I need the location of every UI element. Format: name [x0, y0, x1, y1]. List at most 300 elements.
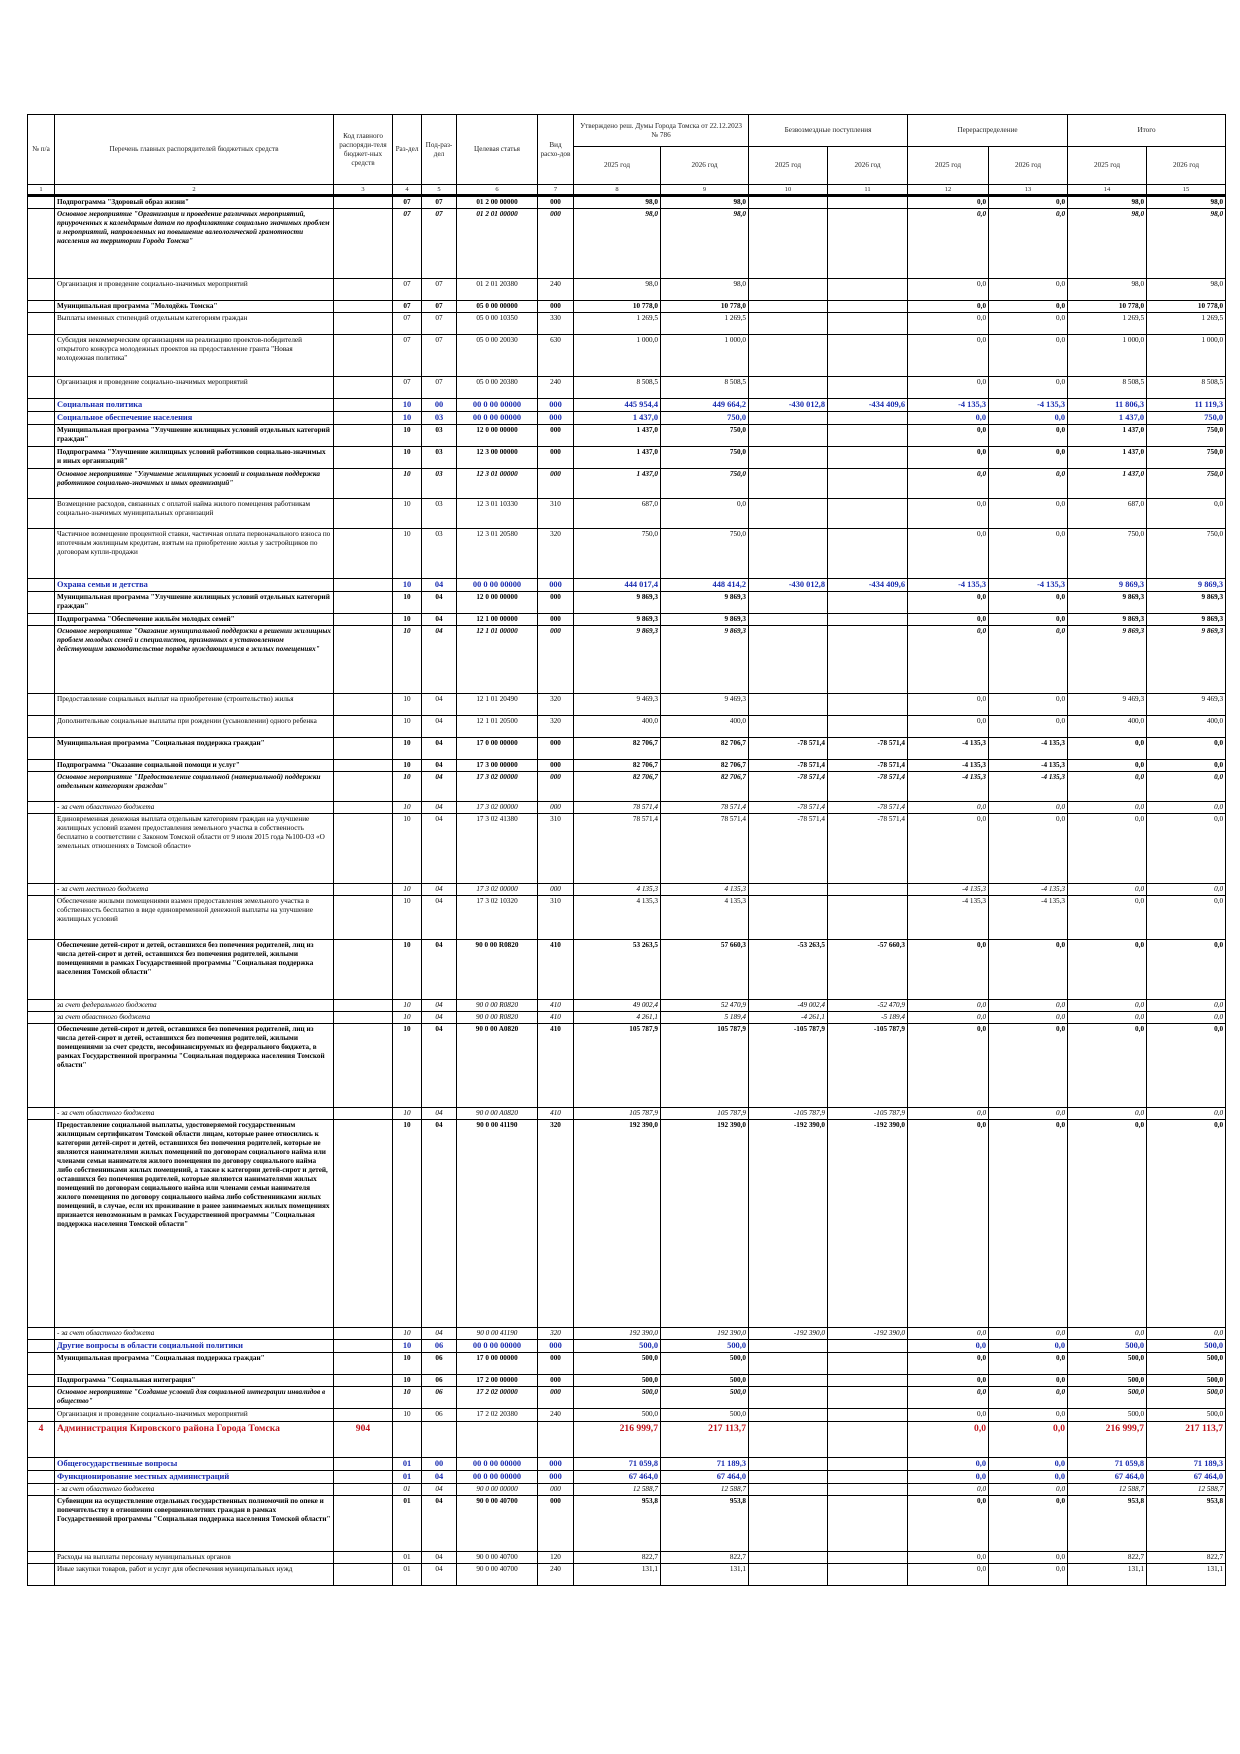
row-number [28, 1409, 55, 1422]
redistribution-2026: 0,0 [989, 1328, 1068, 1340]
razdel: 10 [393, 1328, 422, 1340]
table-row [28, 425, 1226, 447]
redistribution-2026: 0,0 [989, 469, 1068, 499]
row-number [28, 425, 55, 447]
total-2025: 98,0 [1068, 196, 1147, 209]
target-article: 00 0 00 00000 [457, 579, 538, 592]
razdel: 10 [393, 499, 422, 529]
free-receipts-2025 [749, 1422, 828, 1458]
row-name: Основное мероприятие "Улучшение жилищных условий и социальная поддержка работников социально-значимых и иных организаций" [55, 469, 334, 499]
total-2025: 0,0 [1068, 760, 1147, 772]
free-receipts-2025 [749, 447, 828, 469]
redistribution-2025: 0,0 [908, 196, 989, 209]
free-receipts-2025: -192 390,0 [749, 1120, 828, 1328]
row-name: Частичное возмещение процентной ставки, частичная оплата первоначального взноса по ипотечным жилищным кредитам, взятым на приобретение жилья у застройщиков по договорам купли-продажи [55, 529, 334, 579]
redistribution-2026: 0,0 [989, 209, 1068, 279]
approved-2025: 1 437,0 [574, 447, 661, 469]
row-number [28, 529, 55, 579]
row-name: Организация и проведение социально-значимых мероприятий [55, 279, 334, 301]
redistribution-2025: 0,0 [908, 614, 989, 626]
table-row [28, 884, 1226, 896]
row-number [28, 279, 55, 301]
gr-code [334, 301, 393, 313]
free-receipts-2026: -52 470,9 [828, 1000, 908, 1012]
expense-type: 320 [538, 716, 574, 738]
redistribution-2026: 0,0 [989, 626, 1068, 694]
gr-code [334, 1471, 393, 1484]
year-header: 2026 год [1147, 147, 1226, 185]
row-number [28, 447, 55, 469]
approved-2026: 500,0 [661, 1387, 749, 1409]
free-receipts-2025: -105 787,9 [749, 1108, 828, 1120]
table-row [28, 592, 1226, 614]
razdel: 10 [393, 1353, 422, 1375]
expense-type: 320 [538, 1120, 574, 1328]
table-row [28, 1120, 1226, 1328]
approved-2025: 78 571,4 [574, 802, 661, 814]
row-name: Организация и проведение социально-значимых мероприятий [55, 377, 334, 399]
podrazdel: 04 [422, 772, 457, 802]
total-2026: 400,0 [1147, 716, 1226, 738]
total-2025: 500,0 [1068, 1409, 1147, 1422]
razdel: 10 [393, 1340, 422, 1353]
row-number [28, 1458, 55, 1471]
podrazdel: 07 [422, 279, 457, 301]
column-number: 10 [749, 185, 828, 196]
approved-2025: 500,0 [574, 1340, 661, 1353]
redistribution-2026: 0,0 [989, 447, 1068, 469]
target-article: 05 0 00 00000 [457, 301, 538, 313]
table-row [28, 626, 1226, 694]
total-2026: 0,0 [1147, 896, 1226, 940]
approved-2026: 750,0 [661, 412, 749, 425]
redistribution-2025: 0,0 [908, 529, 989, 579]
free-receipts-2026 [828, 425, 908, 447]
free-receipts-2026 [828, 614, 908, 626]
row-name: Подпрограмма "Обеспечение жильём молодых семей" [55, 614, 334, 626]
free-receipts-2025 [749, 1552, 828, 1564]
target-article: 17 3 02 00000 [457, 884, 538, 896]
target-article: 17 2 00 00000 [457, 1375, 538, 1387]
approved-2025: 750,0 [574, 529, 661, 579]
approved-2026: 750,0 [661, 447, 749, 469]
gr-code [334, 579, 393, 592]
free-receipts-2026 [828, 447, 908, 469]
free-receipts-2025 [749, 1353, 828, 1375]
total-2025: 0,0 [1068, 1024, 1147, 1108]
gr-code [334, 814, 393, 884]
row-name: Дополнительные социальные выплаты при рождении (усыновлении) одного ребенка [55, 716, 334, 738]
approved-2026: 750,0 [661, 529, 749, 579]
total-2026: 0,0 [1147, 499, 1226, 529]
approved-2025: 1 437,0 [574, 412, 661, 425]
expense-type: 000 [538, 884, 574, 896]
podrazdel: 03 [422, 499, 457, 529]
gr-code [334, 1340, 393, 1353]
expense-type: 000 [538, 614, 574, 626]
podrazdel: 07 [422, 377, 457, 399]
approved-2025: 8 508,5 [574, 377, 661, 399]
column-number: 7 [538, 185, 574, 196]
razdel: 10 [393, 1012, 422, 1024]
approved-2025: 687,0 [574, 499, 661, 529]
target-article: 00 0 00 00000 [457, 1471, 538, 1484]
target-article: 12 0 00 00000 [457, 592, 538, 614]
free-receipts-2025: -192 390,0 [749, 1328, 828, 1340]
row-name: Охрана семьи и детства [55, 579, 334, 592]
redistribution-2026: 0,0 [989, 802, 1068, 814]
gr-code [334, 196, 393, 209]
row-name: Возмещение расходов, связанных с оплатой найма жилого помещения работникам социально-значимых муниципальных организаций [55, 499, 334, 529]
table-row [28, 499, 1226, 529]
redistribution-2025: 0,0 [908, 469, 989, 499]
total-2025: 750,0 [1068, 529, 1147, 579]
gr-code [334, 1024, 393, 1108]
free-receipts-2026 [828, 279, 908, 301]
total-2026: 1 269,5 [1147, 313, 1226, 335]
expense-type: 120 [538, 1552, 574, 1564]
free-receipts-2026: -57 660,3 [828, 940, 908, 1000]
redistribution-2026: 0,0 [989, 1375, 1068, 1387]
redistribution-2026: 0,0 [989, 301, 1068, 313]
row-number [28, 814, 55, 884]
table-row [28, 802, 1226, 814]
podrazdel: 03 [422, 412, 457, 425]
row-number [28, 469, 55, 499]
podrazdel: 04 [422, 1024, 457, 1108]
redistribution-2026: 0,0 [989, 499, 1068, 529]
free-receipts-2025: -4 261,1 [749, 1012, 828, 1024]
row-name: - за счет областного бюджета [55, 1328, 334, 1340]
redistribution-2025: 0,0 [908, 1458, 989, 1471]
approved-2025: 131,1 [574, 1564, 661, 1586]
total-2026: 0,0 [1147, 772, 1226, 802]
razdel: 10 [393, 1024, 422, 1108]
approved-2025: 192 390,0 [574, 1120, 661, 1328]
table-row [28, 1340, 1226, 1353]
table-body [28, 196, 1226, 1586]
row-name: Предоставление социальных выплат на приобретение (строительство) жилья [55, 694, 334, 716]
razdel: 10 [393, 529, 422, 579]
gr-code [334, 940, 393, 1000]
table-row [28, 1387, 1226, 1409]
free-receipts-2025: -430 012,8 [749, 399, 828, 412]
redistribution-2026: 0,0 [989, 279, 1068, 301]
free-receipts-2026 [828, 1458, 908, 1471]
gr-code [334, 425, 393, 447]
gr-code [334, 592, 393, 614]
table-row [28, 1484, 1226, 1496]
table-row [28, 614, 1226, 626]
row-number [28, 1471, 55, 1484]
total-2025: 0,0 [1068, 940, 1147, 1000]
redistribution-2026: 0,0 [989, 940, 1068, 1000]
approved-2026: 82 706,7 [661, 760, 749, 772]
podrazdel: 07 [422, 313, 457, 335]
razdel: 10 [393, 447, 422, 469]
total-2026: 0,0 [1147, 1000, 1226, 1012]
razdel: 10 [393, 716, 422, 738]
approved-2026: 822,7 [661, 1552, 749, 1564]
total-2025: 0,0 [1068, 772, 1147, 802]
podrazdel: 04 [422, 884, 457, 896]
gr-code [334, 209, 393, 279]
row-number [28, 592, 55, 614]
approved-2026: 98,0 [661, 196, 749, 209]
podrazdel: 04 [422, 716, 457, 738]
target-article: 01 2 00 00000 [457, 196, 538, 209]
approved-2025: 9 469,3 [574, 694, 661, 716]
target-article: 90 0 00 R0820 [457, 1000, 538, 1012]
redistribution-2025: 0,0 [908, 499, 989, 529]
razdel: 10 [393, 399, 422, 412]
target-article: 90 0 00 R0820 [457, 1012, 538, 1024]
expense-type: 410 [538, 1024, 574, 1108]
free-receipts-2026 [828, 499, 908, 529]
redistribution-2025: 0,0 [908, 1409, 989, 1422]
free-receipts-2025 [749, 529, 828, 579]
total-2026: 131,1 [1147, 1564, 1226, 1586]
approved-2026: 1 269,5 [661, 313, 749, 335]
redistribution-2026: 0,0 [989, 614, 1068, 626]
target-article: 17 2 02 00000 [457, 1387, 538, 1409]
table-row [28, 412, 1226, 425]
row-name: Основное мероприятие "Оказание муниципальной поддержки в решении жилищных проблем молодых семей и специалистов, признанных в установленном действующим законодательстве порядке нуждающимися в жилых помещениях" [55, 626, 334, 694]
free-receipts-2025 [749, 1484, 828, 1496]
free-receipts-2026 [828, 1422, 908, 1458]
gr-code [334, 1387, 393, 1409]
row-number [28, 499, 55, 529]
gr-code [334, 313, 393, 335]
row-name: Иные закупки товаров, работ и услуг для обеспечения муниципальных нужд [55, 1564, 334, 1586]
redistribution-2026: -4 135,3 [989, 772, 1068, 802]
free-receipts-2026 [828, 592, 908, 614]
redistribution-2026: 0,0 [989, 1496, 1068, 1552]
column-number: 8 [574, 185, 661, 196]
expense-type: 000 [538, 1375, 574, 1387]
free-receipts-2025 [749, 499, 828, 529]
gr-code [334, 1496, 393, 1552]
approved-2025: 98,0 [574, 279, 661, 301]
free-receipts-2026: -5 189,4 [828, 1012, 908, 1024]
razdel: 10 [393, 772, 422, 802]
total-2026: 750,0 [1147, 425, 1226, 447]
razdel: 10 [393, 1120, 422, 1328]
approved-2025: 67 464,0 [574, 1471, 661, 1484]
redistribution-2026: 0,0 [989, 1409, 1068, 1422]
podrazdel: 04 [422, 626, 457, 694]
razdel: 10 [393, 626, 422, 694]
gr-code [334, 626, 393, 694]
total-2026: 9 469,3 [1147, 694, 1226, 716]
expense-type: 310 [538, 896, 574, 940]
gr-code [334, 896, 393, 940]
razdel: 10 [393, 884, 422, 896]
gr-code [334, 412, 393, 425]
razdel: 10 [393, 802, 422, 814]
total-2025: 0,0 [1068, 884, 1147, 896]
gr-code [334, 760, 393, 772]
razdel: 10 [393, 1375, 422, 1387]
redistribution-2025: 0,0 [908, 1340, 989, 1353]
row-number [28, 335, 55, 377]
total-2026: 0,0 [1147, 1108, 1226, 1120]
podrazdel: 04 [422, 802, 457, 814]
razdel: 07 [393, 209, 422, 279]
redistribution-2025: 0,0 [908, 1387, 989, 1409]
free-receipts-2025 [749, 1340, 828, 1353]
approved-2026: 192 390,0 [661, 1328, 749, 1340]
approved-2026: 500,0 [661, 1409, 749, 1422]
free-receipts-2025 [749, 694, 828, 716]
row-number [28, 716, 55, 738]
table-row [28, 377, 1226, 399]
approved-2025: 105 787,9 [574, 1108, 661, 1120]
free-receipts-2026 [828, 335, 908, 377]
expense-type: 000 [538, 1387, 574, 1409]
approved-2025: 500,0 [574, 1353, 661, 1375]
total-2025: 500,0 [1068, 1340, 1147, 1353]
total-2026: 500,0 [1147, 1387, 1226, 1409]
total-2026: 0,0 [1147, 1024, 1226, 1108]
row-name: Подпрограмма "Улучшение жилищных условий работников социально-значимых и иных организаций" [55, 447, 334, 469]
col-code-header: Код главного распоряди-теля бюджет-ных средств [334, 115, 393, 185]
row-number [28, 1340, 55, 1353]
razdel: 07 [393, 313, 422, 335]
razdel: 07 [393, 196, 422, 209]
free-receipts-2026: -192 390,0 [828, 1328, 908, 1340]
total-2025: 1 437,0 [1068, 425, 1147, 447]
free-receipts-2025: -78 571,4 [749, 772, 828, 802]
total-2025: 953,8 [1068, 1496, 1147, 1552]
column-number: 2 [55, 185, 334, 196]
table-row [28, 1496, 1226, 1552]
free-receipts-2026: -192 390,0 [828, 1120, 908, 1328]
redistribution-2025: -4 135,3 [908, 579, 989, 592]
table-row [28, 1375, 1226, 1387]
free-receipts-2026 [828, 1340, 908, 1353]
table-row [28, 1409, 1226, 1422]
row-number [28, 1387, 55, 1409]
row-name: Муниципальная программа "Улучшение жилищных условий отдельных категорий граждан" [55, 592, 334, 614]
expense-type: 000 [538, 301, 574, 313]
row-number [28, 1484, 55, 1496]
total-2025: 0,0 [1068, 1108, 1147, 1120]
row-number [28, 209, 55, 279]
expense-type: 240 [538, 377, 574, 399]
year-header: 2025 год [574, 147, 661, 185]
free-receipts-2026 [828, 469, 908, 499]
gr-code [334, 802, 393, 814]
target-article: 00 0 00 00000 [457, 399, 538, 412]
row-name: Организация и проведение социально-значимых мероприятий [55, 1409, 334, 1422]
approved-2026: 500,0 [661, 1353, 749, 1375]
free-receipts-2026: -105 787,9 [828, 1108, 908, 1120]
approved-2025: 1 437,0 [574, 425, 661, 447]
free-receipts-2026 [828, 1564, 908, 1586]
redistribution-2026: 0,0 [989, 1484, 1068, 1496]
total-2026: 217 113,7 [1147, 1422, 1226, 1458]
redistribution-2026: 0,0 [989, 1024, 1068, 1108]
target-article: 90 0 00 40700 [457, 1496, 538, 1552]
redistribution-2025: 0,0 [908, 1024, 989, 1108]
razdel: 10 [393, 1409, 422, 1422]
table-row [28, 529, 1226, 579]
target-article: 17 0 00 00000 [457, 738, 538, 760]
table-row [28, 196, 1226, 209]
col-podrazdel-header: Под-раз-дел [422, 115, 457, 185]
redistribution-2026: 0,0 [989, 716, 1068, 738]
redistribution-2025: 0,0 [908, 412, 989, 425]
expense-type: 000 [538, 738, 574, 760]
podrazdel: 03 [422, 447, 457, 469]
approved-2026: 8 508,5 [661, 377, 749, 399]
total-2025: 98,0 [1068, 209, 1147, 279]
total-2025: 1 269,5 [1068, 313, 1147, 335]
expense-type: 240 [538, 279, 574, 301]
gr-code [334, 1375, 393, 1387]
row-name: - за счет областного бюджета [55, 1484, 334, 1496]
podrazdel: 04 [422, 1120, 457, 1328]
expense-type: 000 [538, 412, 574, 425]
approved-2026: 10 778,0 [661, 301, 749, 313]
redistribution-2025: 0,0 [908, 335, 989, 377]
approved-2026: 9 469,3 [661, 694, 749, 716]
podrazdel: 04 [422, 1496, 457, 1552]
total-2025: 9 869,3 [1068, 579, 1147, 592]
gr-code [334, 335, 393, 377]
razdel: 07 [393, 377, 422, 399]
approved-2026: 750,0 [661, 469, 749, 499]
free-receipts-2025 [749, 1458, 828, 1471]
redistribution-2026: -4 135,3 [989, 579, 1068, 592]
free-receipts-2026 [828, 1484, 908, 1496]
free-receipts-2026: -105 787,9 [828, 1024, 908, 1108]
row-name: - за счет местного бюджета [55, 884, 334, 896]
table-row [28, 1000, 1226, 1012]
approved-2026: 9 869,3 [661, 592, 749, 614]
redistribution-2026: 0,0 [989, 1108, 1068, 1120]
row-number [28, 1024, 55, 1108]
target-article: 05 0 00 10350 [457, 313, 538, 335]
approved-2026: 750,0 [661, 425, 749, 447]
column-number: 3 [334, 185, 393, 196]
total-2026: 0,0 [1147, 884, 1226, 896]
gr-code [334, 772, 393, 802]
approved-2025: 445 954,4 [574, 399, 661, 412]
free-receipts-2025 [749, 1496, 828, 1552]
expense-type: 320 [538, 1328, 574, 1340]
expense-type: 000 [538, 425, 574, 447]
table-row [28, 760, 1226, 772]
redistribution-2025: 0,0 [908, 377, 989, 399]
free-receipts-2026 [828, 313, 908, 335]
table-row [28, 896, 1226, 940]
col-razdel-header: Раз-дел [393, 115, 422, 185]
approved-2025: 98,0 [574, 196, 661, 209]
expense-type: 000 [538, 760, 574, 772]
redistribution-2025: 0,0 [908, 1564, 989, 1586]
row-number [28, 940, 55, 1000]
row-number [28, 694, 55, 716]
total-2025: 1 437,0 [1068, 447, 1147, 469]
approved-2026: 449 664,2 [661, 399, 749, 412]
razdel: 10 [393, 1387, 422, 1409]
free-receipts-2025 [749, 716, 828, 738]
total-2025: 0,0 [1068, 802, 1147, 814]
total-2026: 0,0 [1147, 760, 1226, 772]
redistribution-2026: 0,0 [989, 1000, 1068, 1012]
